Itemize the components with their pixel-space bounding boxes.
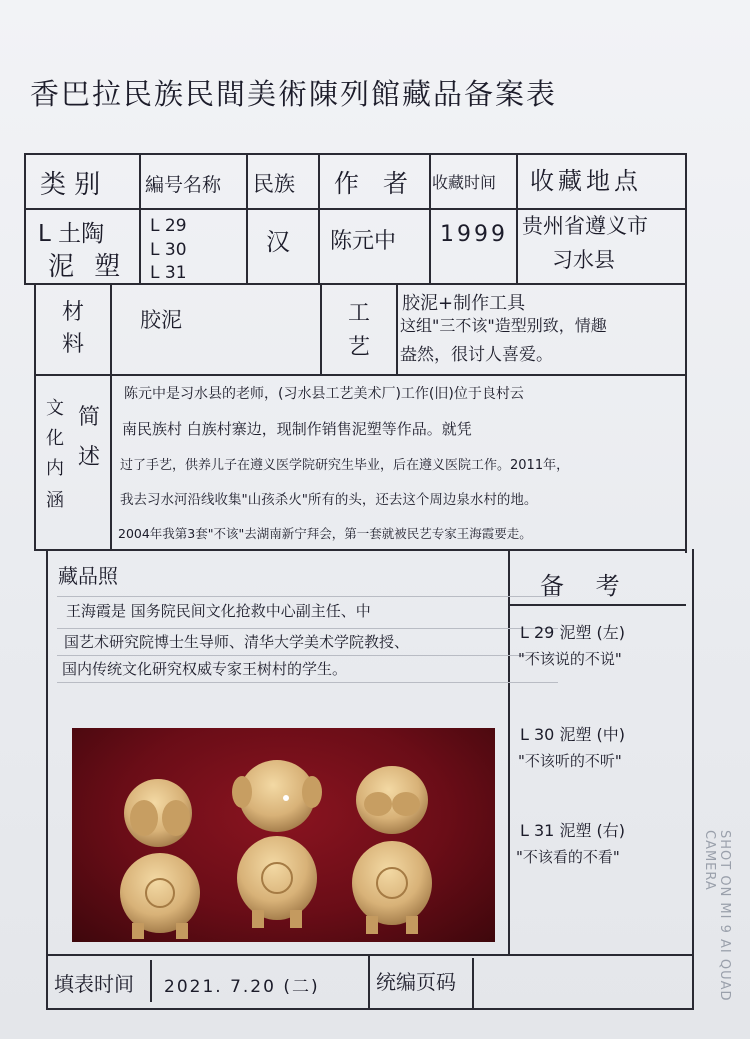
- craft-label-1: 工: [348, 301, 371, 326]
- photo-note-3: 国内传统文化研究权威专家王树村的学生。: [62, 660, 348, 678]
- craft-line-3: 盎然，很讨人喜爱。: [400, 345, 553, 365]
- col-divider: [320, 283, 322, 375]
- photo-note-1: 王海霞是 国务院民间文化抢救中心副主任、中: [66, 602, 371, 620]
- col-divider: [246, 153, 248, 285]
- remarks-label: 备 考: [540, 572, 632, 600]
- craft-line-2: 这组"三不该"造型别致，情趣: [400, 316, 607, 335]
- intro-label-a4: 涵: [46, 490, 64, 511]
- header-collect-time: 收藏时间: [432, 173, 497, 192]
- category-line1: L 土陶: [38, 221, 105, 247]
- intro-line-3: 过了手艺，供养儿子在遵义医学院研究生毕业，后在遵义医院工作。2011年，: [120, 458, 570, 473]
- remark-1-line2: "不该说的不说": [518, 650, 622, 668]
- material-label-1: 材: [62, 300, 85, 325]
- table-border-top: [24, 153, 686, 155]
- three-clay-monkeys-image: [72, 728, 495, 942]
- intro-line-4: 我去习水河沿线收集"山孩杀火"所有的头，还去这个周边泉水村的地。: [120, 492, 538, 508]
- col-divider: [139, 153, 141, 285]
- col-divider: [516, 153, 518, 285]
- remark-2-line2: "不该听的不听": [518, 752, 622, 770]
- col-divider: [110, 283, 112, 375]
- ruled-line: [57, 628, 558, 629]
- ruled-line: [57, 655, 558, 656]
- header-location: 收藏地点: [530, 167, 642, 195]
- camera-watermark: SHOT ON MI 9 AI QUAD CAMERA: [702, 830, 732, 1002]
- col-divider: [508, 549, 510, 955]
- col-divider: [429, 153, 431, 285]
- remark-3-line1: L 31 泥塑 (右): [520, 821, 626, 840]
- intro-label-a2: 化: [46, 428, 64, 449]
- craft-label-2: 艺: [348, 335, 371, 360]
- header-number-name: 編号名称: [145, 174, 222, 196]
- border-bottom: [46, 1008, 694, 1010]
- header-author: 作 者: [334, 169, 416, 198]
- intro-line-2: 南民族村 白族村寨边，现制作销售泥塑等作品。就凭: [122, 420, 472, 438]
- collection-photo: [72, 728, 495, 942]
- ruled-line: [57, 596, 558, 597]
- row-divider: [46, 954, 694, 956]
- border-left: [34, 283, 36, 551]
- header-ethnicity: 民族: [253, 172, 295, 196]
- border-right: [692, 549, 694, 1009]
- intro-line-5: 2004年我第3套"不该"去湖南新宁拜会，第一套就被民艺专家王海霞要走。: [118, 526, 532, 541]
- material-label-2: 料: [62, 332, 85, 357]
- col-divider: [318, 153, 320, 285]
- table-border-left: [24, 153, 26, 285]
- item-number-1: L 29: [150, 216, 187, 236]
- fill-time-label: 填表时间: [54, 972, 134, 996]
- intro-label-b2: 述: [78, 445, 101, 470]
- monkey-middle: [232, 760, 322, 928]
- item-number-2: L 30: [150, 240, 187, 260]
- intro-label-a1: 文: [46, 398, 64, 419]
- row-divider: [34, 374, 686, 376]
- remark-3-line2: "不该看的不看": [516, 848, 620, 866]
- col-divider: [110, 374, 112, 550]
- border-left: [46, 549, 48, 1009]
- ethnicity-value: 汉: [266, 228, 290, 256]
- header-category: 类 别: [40, 170, 101, 200]
- row-divider: [24, 283, 686, 285]
- col-divider: [150, 960, 152, 1002]
- craft-line-1: 胶泥+制作工具: [402, 293, 526, 314]
- intro-label-b1: 简: [78, 405, 101, 430]
- category-line2: 泥 塑: [48, 252, 127, 282]
- col-divider: [368, 954, 370, 1010]
- remark-2-line1: L 30 泥塑 (中): [520, 725, 626, 744]
- photo-note-2: 国艺术研究院博士生导师、清华大学美术学院教授、: [64, 633, 410, 651]
- row-divider: [34, 549, 686, 551]
- row-divider: [508, 604, 686, 606]
- monkey-left: [120, 779, 200, 939]
- author-value: 陈元中: [330, 229, 397, 254]
- location-line2: 习水县: [552, 248, 615, 272]
- intro-label-a3: 内: [46, 458, 64, 479]
- page-number-label: 统编页码: [376, 970, 456, 994]
- remark-1-line1: L 29 泥塑 (左): [520, 623, 626, 642]
- location-line1: 贵州省遵义市: [522, 214, 648, 238]
- item-number-3: L 31: [150, 263, 187, 283]
- table-border-right: [685, 153, 687, 553]
- col-divider: [396, 283, 398, 375]
- fill-time-value: 2021. 7.20 (二): [164, 977, 320, 997]
- col-divider: [472, 958, 474, 1008]
- year-value: 1999: [440, 222, 508, 247]
- photo-label: 藏品照: [58, 564, 118, 588]
- material-value: 胶泥: [140, 308, 182, 332]
- monkey-right: [352, 766, 432, 934]
- intro-line-1: 陈元中是习水县的老师，(习水县工艺美术厂)工作(旧)位于良村云: [124, 386, 524, 402]
- ruled-line: [57, 682, 558, 683]
- form-title: 香巴拉民族民間美術陳列館藏品备案表: [30, 77, 558, 111]
